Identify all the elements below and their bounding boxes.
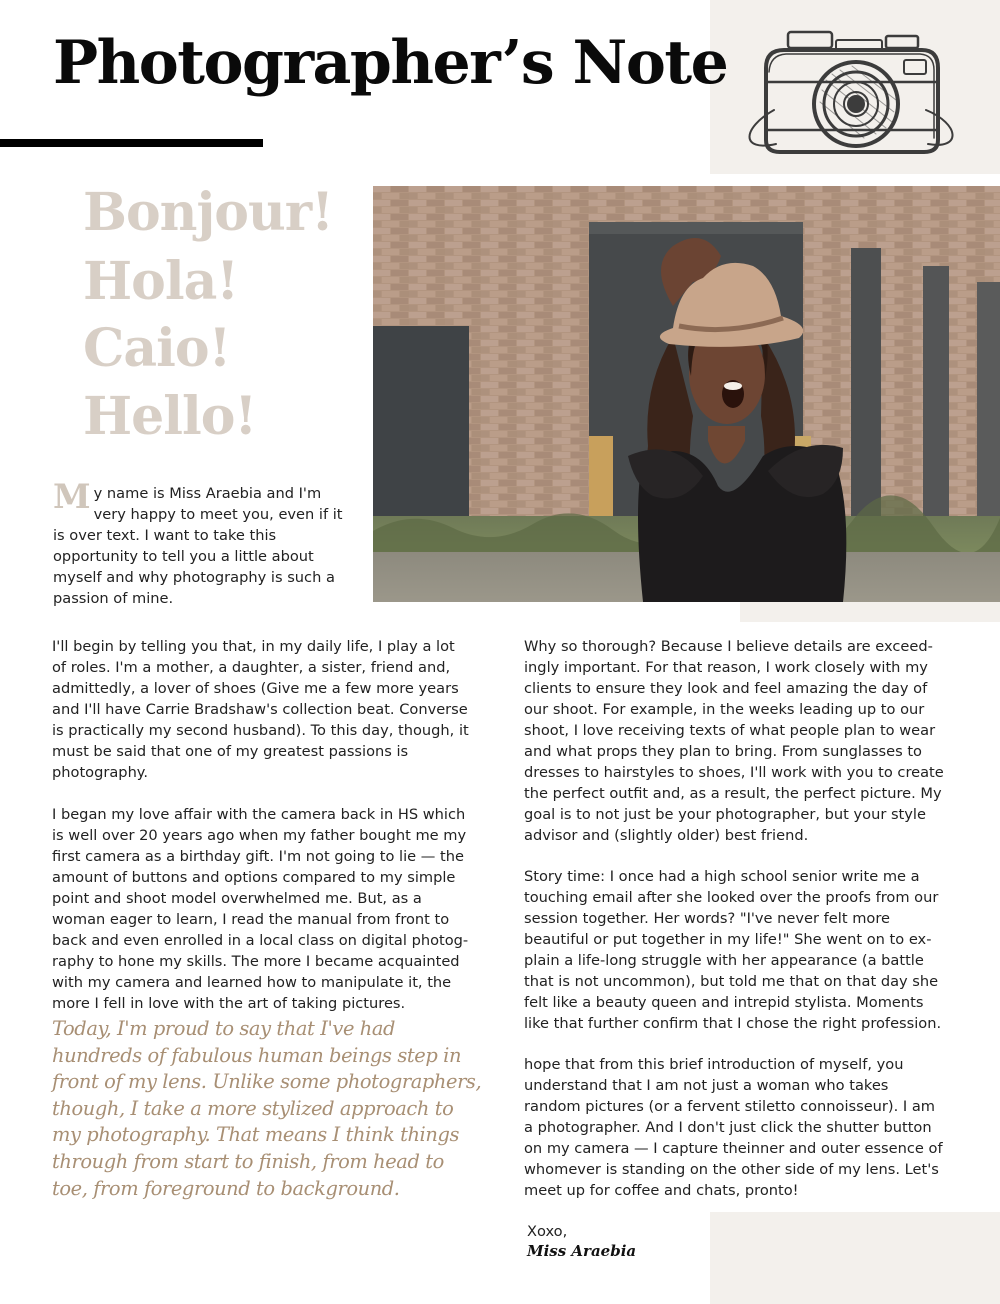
bottom-right-panel (710, 1212, 1000, 1304)
intro-paragraph (53, 477, 358, 609)
greeting-hello: Hello! (83, 386, 257, 447)
greeting-bonjour: Bonjour! (83, 182, 333, 243)
page-title: Photographer’s Note (53, 28, 728, 98)
left-paragraph-1: I'll begin by telling you that, in my daily life, I play a lot of roles. I'm a mother, a daughter, a sister, friend and, admittedly, a lover of shoes (Give me a few more years and I'll have Carrie Bradshaw's collection beat. Converse is practically my second husband). To this day, though, it must be said that one of my greatest passions is photography. (52, 638, 469, 781)
signature: Miss Araebia (527, 1242, 637, 1260)
title-rule (0, 139, 263, 147)
right-paragraph-1: Why so thorough? Because I believe details are exceed-ingly important. For that reason, I work closely with my clients to ensure they look and feel amazing the day of our shoot. For example, in the weeks leading up to our shoot, I love receiving texts of what people plan to wear and what props they plan to bring. From sunglasses to dresses to hairstyles to shoes, I'll work with you to create the perfect outfit and, as a result, the perfect picture. My goal is to not just be your photographer, but your style advisor and (slightly older) best friend. (524, 638, 944, 844)
left-paragraph-2: I began my love affair with the camera back in HS which is well over 20 years ago when my father bought me my first camera as a birthday gift. I'm not going to lie — the amount of buttons and options compared to my simple point and shoot model overwhelmed me. But, as a woman eager to learn, I read the manual from front to back and even enrolled in a local class on digital photog-raphy to hone my skills. The more I became acquainted with my camera and learned how to manipulate it, the more I fell in love with the art of taking pictures. (52, 806, 469, 1012)
signoff: Xoxo, (527, 1223, 568, 1240)
greeting-hola: Hola! (83, 251, 239, 312)
drop-cap: M (53, 477, 91, 517)
intro-text: y name is Miss Araebia and I'm very happy to meet you, even if it is over text. I want to take this opportunity to tell you a little about myself and why photography is such a passion of mine. (53, 485, 343, 607)
portrait-photo (373, 186, 1000, 602)
right-paragraph-2: Story time: I once had a high school senior write me a touching email after she looked over the proofs from our session together. Her words? "I've never felt more beautiful or put together in my life!" She went on to ex-plain a life-long struggle with her appearance (a battle that is not uncommon), but told me that on that day she felt like a beauty queen and intrepid stylista. Moments like that further confirm that I chose the right profession. (524, 868, 942, 1032)
pull-quote: Today, I'm proud to say that I've had hundreds of fabulous human beings step in front of my lens. Unlike some photographers, though, I take a more stylized approach to my photography. That means I think things through from start to finish, from head to toe, from foreground to background. (52, 1017, 482, 1200)
camera-icon (736, 10, 962, 160)
greeting-caio: Caio! (83, 318, 231, 379)
right-paragraph-3: hope that from this brief introduction of myself, you understand that I am not just a woman who takes random pictures (or a fervent stiletto connoisseur). I am a photographer. And I don't just click the shutter button on my camera — I capture theinner and outer essence of whomever is standing on the other side of my lens. Let's meet up for coffee and chats, pronto! (524, 1056, 943, 1199)
